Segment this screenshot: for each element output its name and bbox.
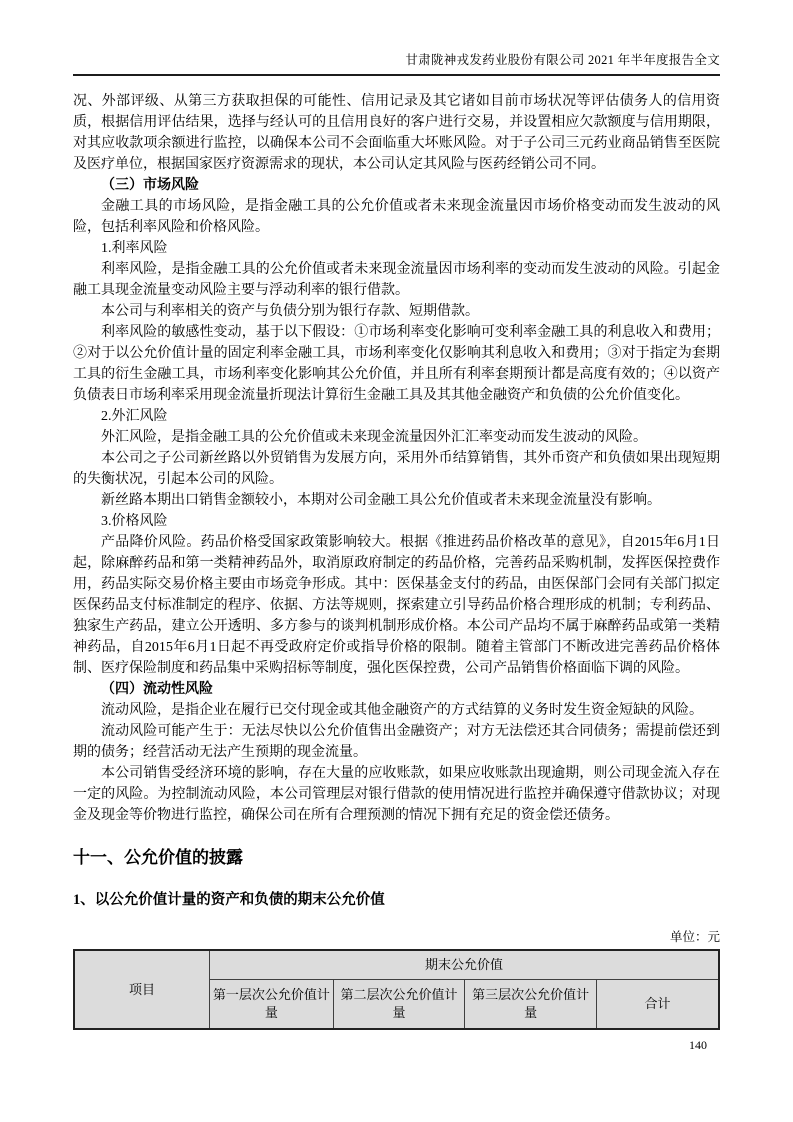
paragraph-interest-assets: 本公司与利率相关的资产与负债分别为银行存款、短期借款。 [101, 304, 479, 319]
paragraph-sensitivity-assumptions: 利率风险的敏感性变动，基于以下假设：①市场利率变化影响可变利率金融工具的利息收入和费用；②对于以公允价值计量的固定利率金融工具，市场利率变化仅影响其利息收入和费用；③对于指定为套期工具的衍生金融工具，市场利率变化影响其公允价值，并且所有利率套期预计都是高度有效的；④以资产负债表日市场利率采用现金流量折现法计算衍生金融工具及其其他金融资产和负债的公允价值变化。 [73, 325, 720, 403]
heading-liquidity-risk: （四）流动性风险 [101, 682, 213, 697]
section-heading-fair-value-disclosure: 十一、公允价值的披露 [73, 848, 243, 867]
table-header-level3: 第三层次公允价值计量 [465, 980, 597, 1030]
paragraph-forex-def: 外汇风险，是指金融工具的公允价值或未来现金流量因外汇汇率变动而发生波动的风险。 [101, 430, 647, 445]
paragraph-interest-rate-def: 利率风险，是指金融工具的公允价值或者未来现金流量因市场利率的变动而发生波动的风险。引起金融工具现金流量变动风险主要与浮动利率的银行借款。 [73, 262, 720, 298]
paragraph-credit-risk-continued: 况、外部评级、从第三方获取担保的可能性、信用记录及其它诸如目前市场状况等评估债务人的信用资质，根据信用评估结果，选择与经认可的且信用良好的客户进行交易，并设置相应欠款额度与信用期限，对其应收款项余额进行监控，以确保本公司不会面临重大坏账风险。对于子公司三元药业商品销售至医院及医疗单位，根据国家医疗资源需求的现状，本公司认定其风险与医药经销公司不同。 [73, 94, 720, 172]
table-header-level1: 第一层次公允价值计量 [209, 980, 333, 1030]
heading-market-risk: （三）市场风险 [101, 178, 199, 193]
paragraph-liquidity-def: 流动风险，是指企业在履行已交付现金或其他金融资产的方式结算的义务时发生资金短缺的风险。 [101, 703, 703, 718]
subheading-price-risk: 3.价格风险 [101, 514, 168, 529]
document-header [73, 0, 720, 76]
table-header-level2: 第二层次公允价值计量 [333, 980, 465, 1030]
paragraph-liquidity-sources: 流动风险可能产生于：无法尽快以公允价值售出金融资产；对方无法偿还其合同债务；需提前偿还到期的债务；经营活动无法产生预期的现金流量。 [73, 724, 720, 760]
document-header-title: 甘肃陇神戎发药业股份有限公司 2021 年半年度报告全文 [405, 53, 720, 67]
fair-value-table [73, 949, 720, 1030]
paragraph-forex-subsidiary: 本公司之子公司新丝路以外贸销售为发展方向，采用外币结算销售，其外币资产和负债如果出现短期的失衡状况，引起本公司的风险。 [73, 451, 720, 487]
subheading-period-end-fair-value: 1、以公允价值计量的资产和负债的期末公允价值 [73, 892, 385, 908]
paragraph-price-risk-detail: 产品降价风险。药品价格受国家政策影响较大。根据《推进药品价格改革的意见》，自2015年6月1日起，除麻醉药品和第一类精神药品外，取消原政府制定的药品价格，完善药品采购机制，发挥医保控费作用，药品实际交易价格主要由市场竞争形成。其中：医保基金支付的药品，由医保部门会同有关部门拟定医保药品支付标准制定的程序、依据、方法等规则，探索建立引导药品价格合理形成的机制；专利药品、独家生产药品，建立公开透明、多方参与的谈判机制形成价格。本公司产品均不属于麻醉药品或第一类精神药品，自2015年6月1日起不再受政府定价或指导价格的限制。随着主管部门不断改进完善药品价格体制、医疗保险制度和药品集中采购招标等制度，强化医保控费，公司产品销售价格面临下调的风险。 [73, 535, 720, 676]
table-header-group: 期末公允价值 [209, 950, 719, 980]
table-header-total: 合计 [596, 980, 719, 1030]
subheading-interest-rate-risk: 1.利率风险 [101, 241, 168, 256]
paragraph-liquidity-control: 本公司销售受经济环境的影响，存在大量的应收账款，如果应收账款出现逾期，则公司现金流入存在一定的风险。为控制流动风险，本公司管理层对银行借款的使用情况进行监控并确保遵守借款协议；对现金及现金等价物进行监控，确保公司在所有合理预测的情况下拥有充足的资金偿还债务。 [73, 766, 720, 823]
risk-section-body [73, 91, 720, 826]
paragraph-forex-impact: 新丝路本期出口销售金额较小，本期对公司金融工具公允价值或者未来现金流量没有影响。 [101, 493, 661, 508]
paragraph-market-risk-def: 金融工具的市场风险，是指金融工具的公允价值或者未来现金流量因市场价格变动而发生波动的风险，包括利率风险和价格风险。 [73, 199, 720, 235]
page-number: 140 [689, 1038, 707, 1052]
subheading-forex-risk: 2.外汇风险 [101, 409, 168, 424]
table-header-item: 项目 [74, 950, 209, 1029]
unit-note: 单位：元 [669, 930, 720, 944]
